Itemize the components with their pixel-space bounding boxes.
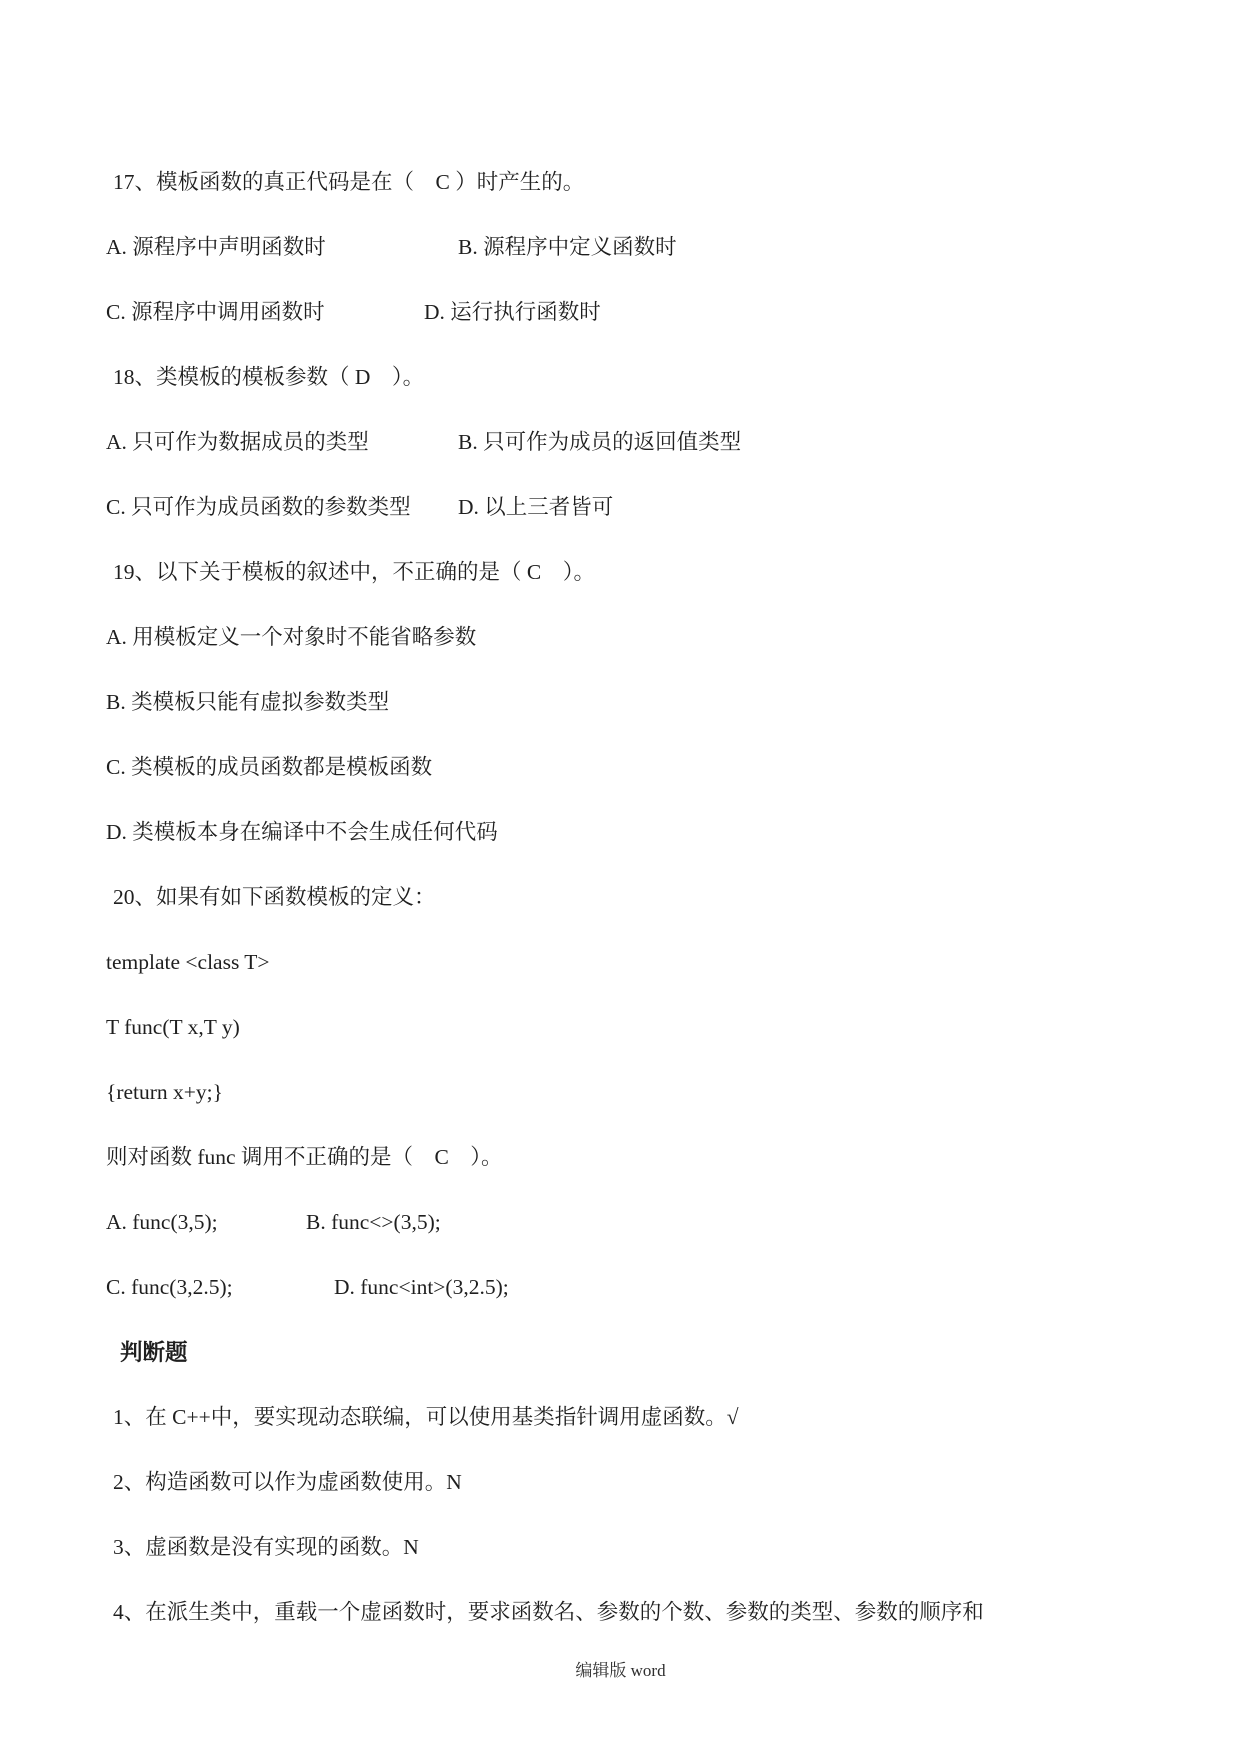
question-17: 17、模板函数的真正代码是在（ C ）时产生的。 bbox=[113, 170, 585, 194]
judgment-item-1: 1、在 C++中，要实现动态联编，可以使用基类指针调用虚函数。√ bbox=[113, 1405, 739, 1429]
q20-code-signature: T func(T x,T y) bbox=[106, 1015, 240, 1039]
q18-option-a: A. 只可作为数据成员的类型 bbox=[106, 430, 369, 454]
q18-option-b: B. 只可作为成员的返回值类型 bbox=[458, 430, 742, 454]
q20-option-c: C. func(3,2.5); bbox=[106, 1275, 233, 1299]
q20-option-d: D. func<int>(3,2.5); bbox=[334, 1275, 509, 1299]
question-18: 18、类模板的模板参数（ D ）。 bbox=[113, 365, 425, 389]
q18-options-cd bbox=[106, 475, 1141, 540]
q17-option-c: C. 源程序中调用函数时 bbox=[106, 300, 325, 324]
q17-option-d: D. 运行执行函数时 bbox=[424, 300, 601, 324]
q20-code-template: template <class T> bbox=[106, 950, 270, 974]
q19-option-d: D. 类模板本身在编译中不会生成任何代码 bbox=[106, 820, 498, 844]
question-20-stem: 则对函数 func 调用不正确的是（ C ）。 bbox=[106, 1145, 503, 1169]
q17-option-b: B. 源程序中定义函数时 bbox=[458, 235, 677, 259]
q18-option-d: D. 以上三者皆可 bbox=[458, 495, 614, 519]
q18-option-c: C. 只可作为成员函数的参数类型 bbox=[106, 495, 411, 519]
judgment-item-3: 3、虚函数是没有实现的函数。N bbox=[113, 1535, 419, 1559]
question-19: 19、以下关于模板的叙述中，不正确的是（ C ）。 bbox=[113, 560, 595, 584]
q17-options-cd bbox=[106, 280, 1141, 345]
q20-code-body: {return x+y;} bbox=[106, 1080, 223, 1104]
q20-option-a: A. func(3,5); bbox=[106, 1210, 218, 1234]
question-20-intro: 20、如果有如下函数模板的定义： bbox=[113, 885, 436, 909]
q17-options-ab bbox=[106, 215, 1141, 280]
q20-option-b: B. func<>(3,5); bbox=[306, 1210, 441, 1234]
page-footer: 编辑版 word bbox=[575, 1661, 666, 1680]
judgment-section-heading: 判断题 bbox=[120, 1340, 188, 1365]
q19-option-c: C. 类模板的成员函数都是模板函数 bbox=[106, 755, 433, 779]
q17-option-a: A. 源程序中声明函数时 bbox=[106, 235, 326, 259]
q18-options-ab bbox=[106, 410, 1141, 475]
q19-option-a: A. 用模板定义一个对象时不能省略参数 bbox=[106, 625, 477, 649]
q20-options-cd bbox=[106, 1255, 1141, 1320]
q20-options-ab bbox=[106, 1190, 1141, 1255]
q19-option-b: B. 类模板只能有虚拟参数类型 bbox=[106, 690, 390, 714]
judgment-item-4: 4、在派生类中，重载一个虚函数时，要求函数名、参数的个数、参数的类型、参数的顺序和 bbox=[113, 1600, 984, 1624]
judgment-item-2: 2、构造函数可以作为虚函数使用。N bbox=[113, 1470, 462, 1494]
